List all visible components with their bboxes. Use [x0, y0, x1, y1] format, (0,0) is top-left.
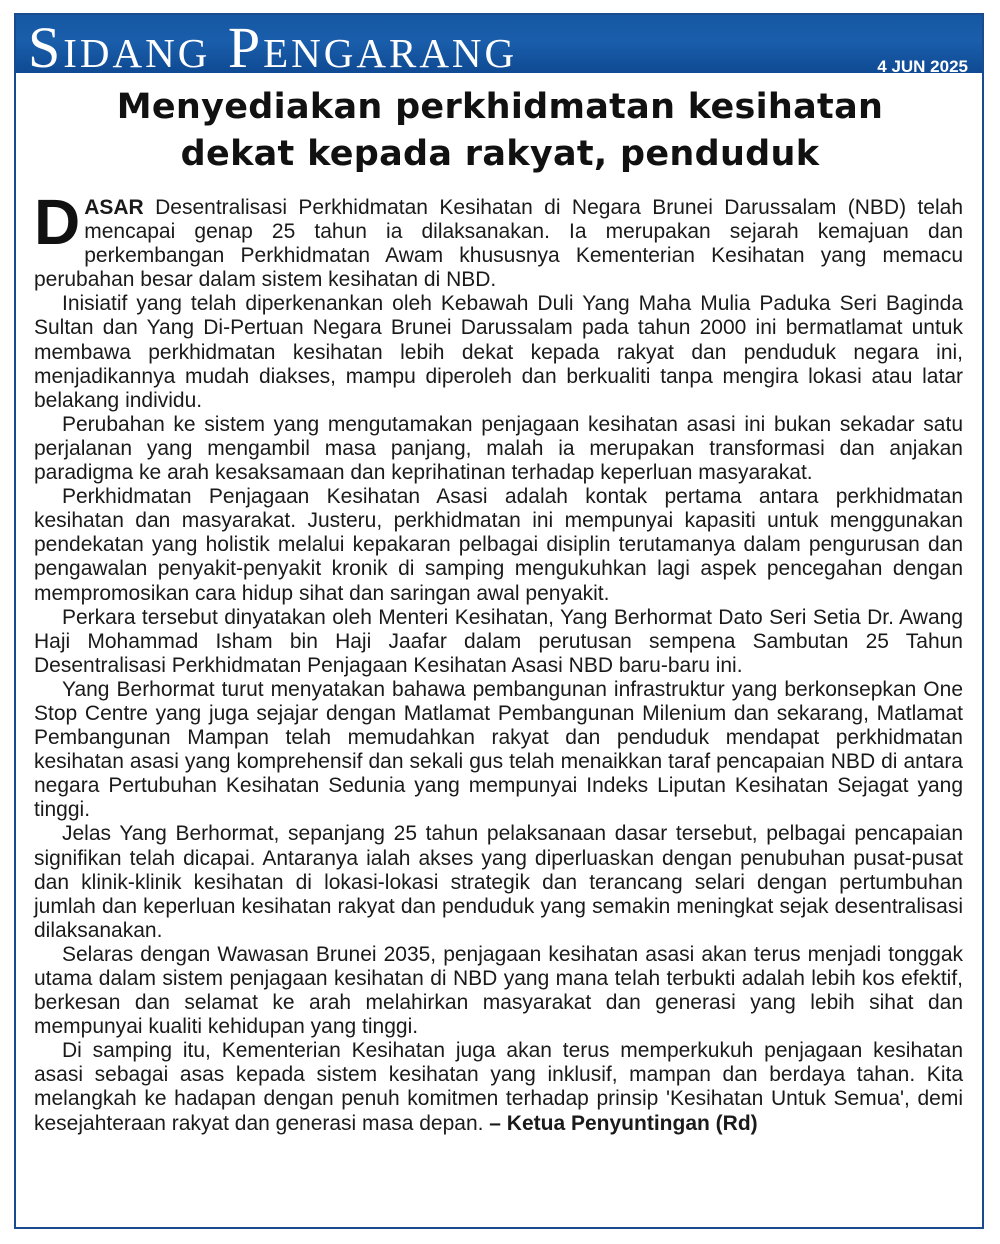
masthead-title: Sidang Pengarang	[28, 15, 518, 73]
headline	[20, 84, 980, 178]
publication-date: 4 JUN 2025	[877, 57, 968, 73]
paragraph-7: Jelas Yang Berhormat, sepanjang 25 tahun pelaksanaan dasar tersebut, pelbagai pencapaian signifikan telah dicapai. Antaranya ialah akses yang diperluaskan dengan penubuhan pusat-pusat dan klinik-klinik kesihatan di lokasi-lokasi strategik dan terancang selari dengan pertumbuhan jumlah dan keperluan kesihatan rakyat dan penduduk yang semakin meningkat sejak desentralisasi dilaksanakan.	[34, 822, 963, 942]
byline: – Ketua Penyuntingan (Rd)	[489, 1111, 758, 1135]
paragraph-1-text: Desentralisasi Perkhidmatan Kesihatan di Negara Brunei Darussalam (NBD) telah mencapai genap 25 tahun ia dilaksanakan. Ia merupakan sejarah kemajuan dan perkembangan Perkhidmatan Awam khususnya Kementerian Kesihatan yang memacu perubahan besar dalam sistem kesihatan di NBD.	[34, 196, 963, 292]
paragraph-9	[34, 1039, 963, 1135]
paragraph-3: Perubahan ke sistem yang mengutamakan penjagaan kesihatan asasi ini bukan sekadar satu perjalanan yang mengambil masa panjang, malah ia merupakan transformasi dan anjakan paradigma ke arah kesaksamaan dan keprihatinan terhadap keperluan masyarakat.	[34, 412, 963, 485]
paragraph-2: Inisiatif yang telah diperkenankan oleh Kebawah Duli Yang Maha Mulia Paduka Seri Baginda Sultan dan Yang Di-Pertuan Negara Brunei Darussalam pada tahun 2000 ini bermatlamat untuk membawa perkhidmatan kesihatan lebih dekat kepada rakyat dan penduduk negara ini, menjadikannya mudah diakses, mampu diperoleh dan berkualiti tanpa mengira lokasi atau latar belakang individu.	[34, 292, 963, 412]
paragraph-4: Perkhidmatan Penjagaan Kesihatan Asasi adalah kontak pertama antara perkhidmatan kesihatan dan masyarakat. Justeru, perkhidmatan ini mempunyai kapasiti untuk menggunakan pendekatan yang holistik melalui kepakaran pelbagai disiplin terutamanya dalam pengurusan dan pengawalan penyakit-penyakit kronik di samping mengukuhkan lagi aspek pencegahan dengan mempromosikan cara hidup sihat dan saringan awal penyakit.	[34, 485, 963, 605]
drop-cap: D	[34, 186, 81, 258]
paragraph-6: Yang Berhormat turut menyatakan bahawa pembangunan infrastruktur yang berkonsepkan One Stop Centre yang juga sejajar dengan Matlamat Pembangunan Milenium dan sekarang, Matlamat Pembangunan Mampan telah memudahkan rakyat dan penduduk mendapat perkhidmatan kesihatan asasi yang komprehensif dan sekali gus telah menaikkan taraf pencapaian NBD di antara negara Pertubuhan Kesihatan Sedunia yang mempunyai Indeks Liputan Kesihatan Sejagat yang tinggi.	[34, 677, 963, 822]
article-body	[34, 186, 963, 1136]
lead-word: ASAR	[84, 196, 144, 219]
paragraph-8: Selaras dengan Wawasan Brunei 2035, penjagaan kesihatan asasi akan terus menjadi tonggak utama dalam sistem penjagaan kesihatan di NBD yang mana telah terbukti adalah lebih kos efektif, berkesan dan selamat ke arah melahirkan masyarakat dan generasi yang lebih sihat dan mempunyai kualiti kehidupan yang tinggi.	[34, 942, 963, 1039]
masthead-banner	[16, 15, 982, 73]
paragraph-1	[34, 186, 963, 292]
headline-line-2: dekat kepada rakyat, penduduk	[180, 134, 820, 174]
paragraph-5: Perkara tersebut dinyatakan oleh Menteri Kesihatan, Yang Berhormat Dato Seri Setia Dr. Awang Haji Mohammad Isham bin Haji Jaafar dalam perutusan sempena Sambutan 25 Tahun Desentralisasi Perkhidmatan Penjagaan Kesihatan Asasi NBD baru-baru ini.	[34, 605, 963, 677]
paragraph-9-text: Di samping itu, Kementerian Kesihatan juga akan terus memperkukuh penjagaan kesihatan asasi sebagai asas kepada sistem kesihatan yang inklusif, mampan dan berdaya tahan. Kita melangkah ke hadapan dengan penuh komitmen terhadap prinsip 'Kesihatan Untuk Semua', demi kesejahteraan rakyat dan generasi masa depan.	[34, 1039, 963, 1135]
headline-line-1: Menyediakan perkhidmatan kesihatan	[116, 87, 884, 127]
